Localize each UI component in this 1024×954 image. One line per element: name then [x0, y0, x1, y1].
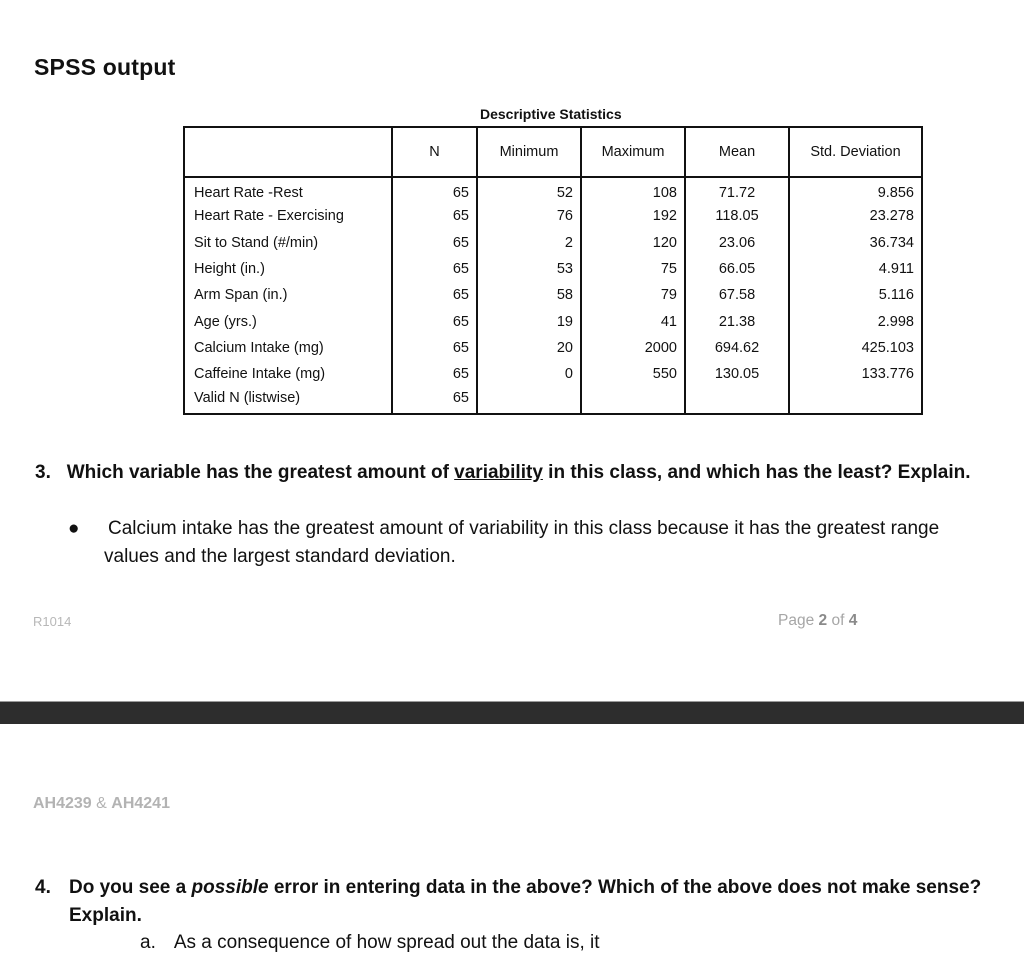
- question-text-end: error in entering data in the above? Which of the above does not make sense?: [268, 877, 982, 898]
- code-ampersand: &: [91, 795, 112, 812]
- cell-n: 65: [392, 308, 477, 334]
- table-row: [184, 387, 922, 413]
- sub-question-letter: a.: [140, 932, 156, 953]
- cell-maximum: 120: [581, 230, 685, 256]
- column-header-maximum: Maximum: [581, 127, 685, 177]
- cell-minimum: 19: [477, 308, 581, 334]
- cell-std-deviation: 9.856: [789, 177, 922, 203]
- row-label: Heart Rate -Rest: [184, 177, 392, 203]
- cell-maximum: 79: [581, 282, 685, 308]
- code-b: AH4241: [111, 795, 170, 812]
- cell-maximum: 75: [581, 256, 685, 282]
- cell-mean: 23.06: [685, 230, 789, 256]
- question-text-end: in this class, and which has the least? Explain.: [542, 462, 971, 483]
- cell-std-deviation: 425.103: [789, 335, 922, 361]
- cell-n: 65: [392, 361, 477, 387]
- table-row: [184, 335, 922, 361]
- question-number: 3.: [35, 462, 51, 483]
- table-caption: Descriptive Statistics: [480, 106, 622, 122]
- sub-question-a: [140, 932, 600, 954]
- cell-minimum: 20: [477, 335, 581, 361]
- bullet-icon: ●: [68, 518, 80, 539]
- cell-n: 65: [392, 335, 477, 361]
- cell-mean: 694.62: [685, 335, 789, 361]
- cell-maximum: 192: [581, 203, 685, 229]
- answer-text-line-2: values and the largest standard deviation.: [104, 546, 456, 567]
- cell-std-deviation: 133.776: [789, 361, 922, 387]
- answer-text-line-1: Calcium intake has the greatest amount of variability in this class because it has the greatest range: [108, 518, 940, 539]
- cell-std-deviation: 5.116: [789, 282, 922, 308]
- cell-mean: 71.72: [685, 177, 789, 203]
- sub-question-text: As a consequence of how spread out the data is, it: [173, 932, 600, 953]
- row-label: Heart Rate - Exercising: [184, 203, 392, 229]
- spss-output-heading: SPSS output: [34, 54, 176, 80]
- cell-n: 65: [392, 256, 477, 282]
- table-row: [184, 256, 922, 282]
- row-label: Height (in.): [184, 256, 392, 282]
- cell-minimum: 52: [477, 177, 581, 203]
- cell-std-deviation: 23.278: [789, 203, 922, 229]
- cell-n: 65: [392, 387, 477, 413]
- table-row: [184, 361, 922, 387]
- cell-mean: 21.38: [685, 308, 789, 334]
- cell-mean: 67.58: [685, 282, 789, 308]
- page-separator: [0, 701, 1024, 724]
- column-header-n: N: [392, 127, 477, 177]
- question-text: Do you see a: [69, 877, 192, 898]
- table-row: [184, 203, 922, 229]
- cell-minimum: 0: [477, 361, 581, 387]
- cell-n: 65: [392, 282, 477, 308]
- cell-minimum: 53: [477, 256, 581, 282]
- row-label: Valid N (listwise): [184, 387, 392, 413]
- cell-mean: [685, 387, 789, 413]
- next-page-header-code: [33, 795, 170, 813]
- cell-std-deviation: [789, 387, 922, 413]
- table-row: [184, 230, 922, 256]
- cell-mean: 66.05: [685, 256, 789, 282]
- cell-maximum: 108: [581, 177, 685, 203]
- table-header-row: [184, 127, 922, 177]
- cell-mean: 130.05: [685, 361, 789, 387]
- cell-maximum: [581, 387, 685, 413]
- question-text: Which variable has the greatest amount of: [66, 462, 455, 483]
- column-header-mean: Mean: [685, 127, 789, 177]
- cell-std-deviation: 2.998: [789, 308, 922, 334]
- question-line-1: [69, 874, 981, 902]
- column-header-minimum: Minimum: [477, 127, 581, 177]
- page-of: of: [827, 612, 849, 629]
- question-3: [35, 462, 971, 484]
- page-total: 4: [848, 612, 858, 629]
- page-current: 2: [818, 612, 828, 629]
- table-row: [184, 308, 922, 334]
- underlined-word: variability: [454, 462, 543, 483]
- cell-maximum: 41: [581, 308, 685, 334]
- cell-n: 65: [392, 177, 477, 203]
- page-prefix: Page: [778, 612, 819, 629]
- table-row: [184, 282, 922, 308]
- footer-document-code: R1014: [33, 614, 72, 629]
- cell-std-deviation: 36.734: [789, 230, 922, 256]
- row-label: Caffeine Intake (mg): [184, 361, 392, 387]
- emphasized-word: possible: [191, 877, 269, 898]
- cell-minimum: [477, 387, 581, 413]
- row-label: Arm Span (in.): [184, 282, 392, 308]
- page-indicator: [778, 612, 857, 630]
- row-label: Calcium Intake (mg): [184, 335, 392, 361]
- cell-minimum: 76: [477, 203, 581, 229]
- row-label: Age (yrs.): [184, 308, 392, 334]
- cell-minimum: 2: [477, 230, 581, 256]
- cell-mean: 118.05: [685, 203, 789, 229]
- question-line-2: Explain.: [69, 905, 142, 926]
- cell-maximum: 550: [581, 361, 685, 387]
- cell-minimum: 58: [477, 282, 581, 308]
- column-header-std-deviation: Std. Deviation: [789, 127, 922, 177]
- descriptive-statistics-table: [183, 126, 923, 415]
- cell-maximum: 2000: [581, 335, 685, 361]
- code-a: AH4239: [33, 795, 92, 812]
- cell-n: 65: [392, 230, 477, 256]
- cell-std-deviation: 4.911: [789, 256, 922, 282]
- row-label: Sit to Stand (#/min): [184, 230, 392, 256]
- cell-n: 65: [392, 203, 477, 229]
- column-header: [184, 127, 392, 177]
- question-number: 4.: [35, 877, 51, 898]
- table-row: [184, 177, 922, 203]
